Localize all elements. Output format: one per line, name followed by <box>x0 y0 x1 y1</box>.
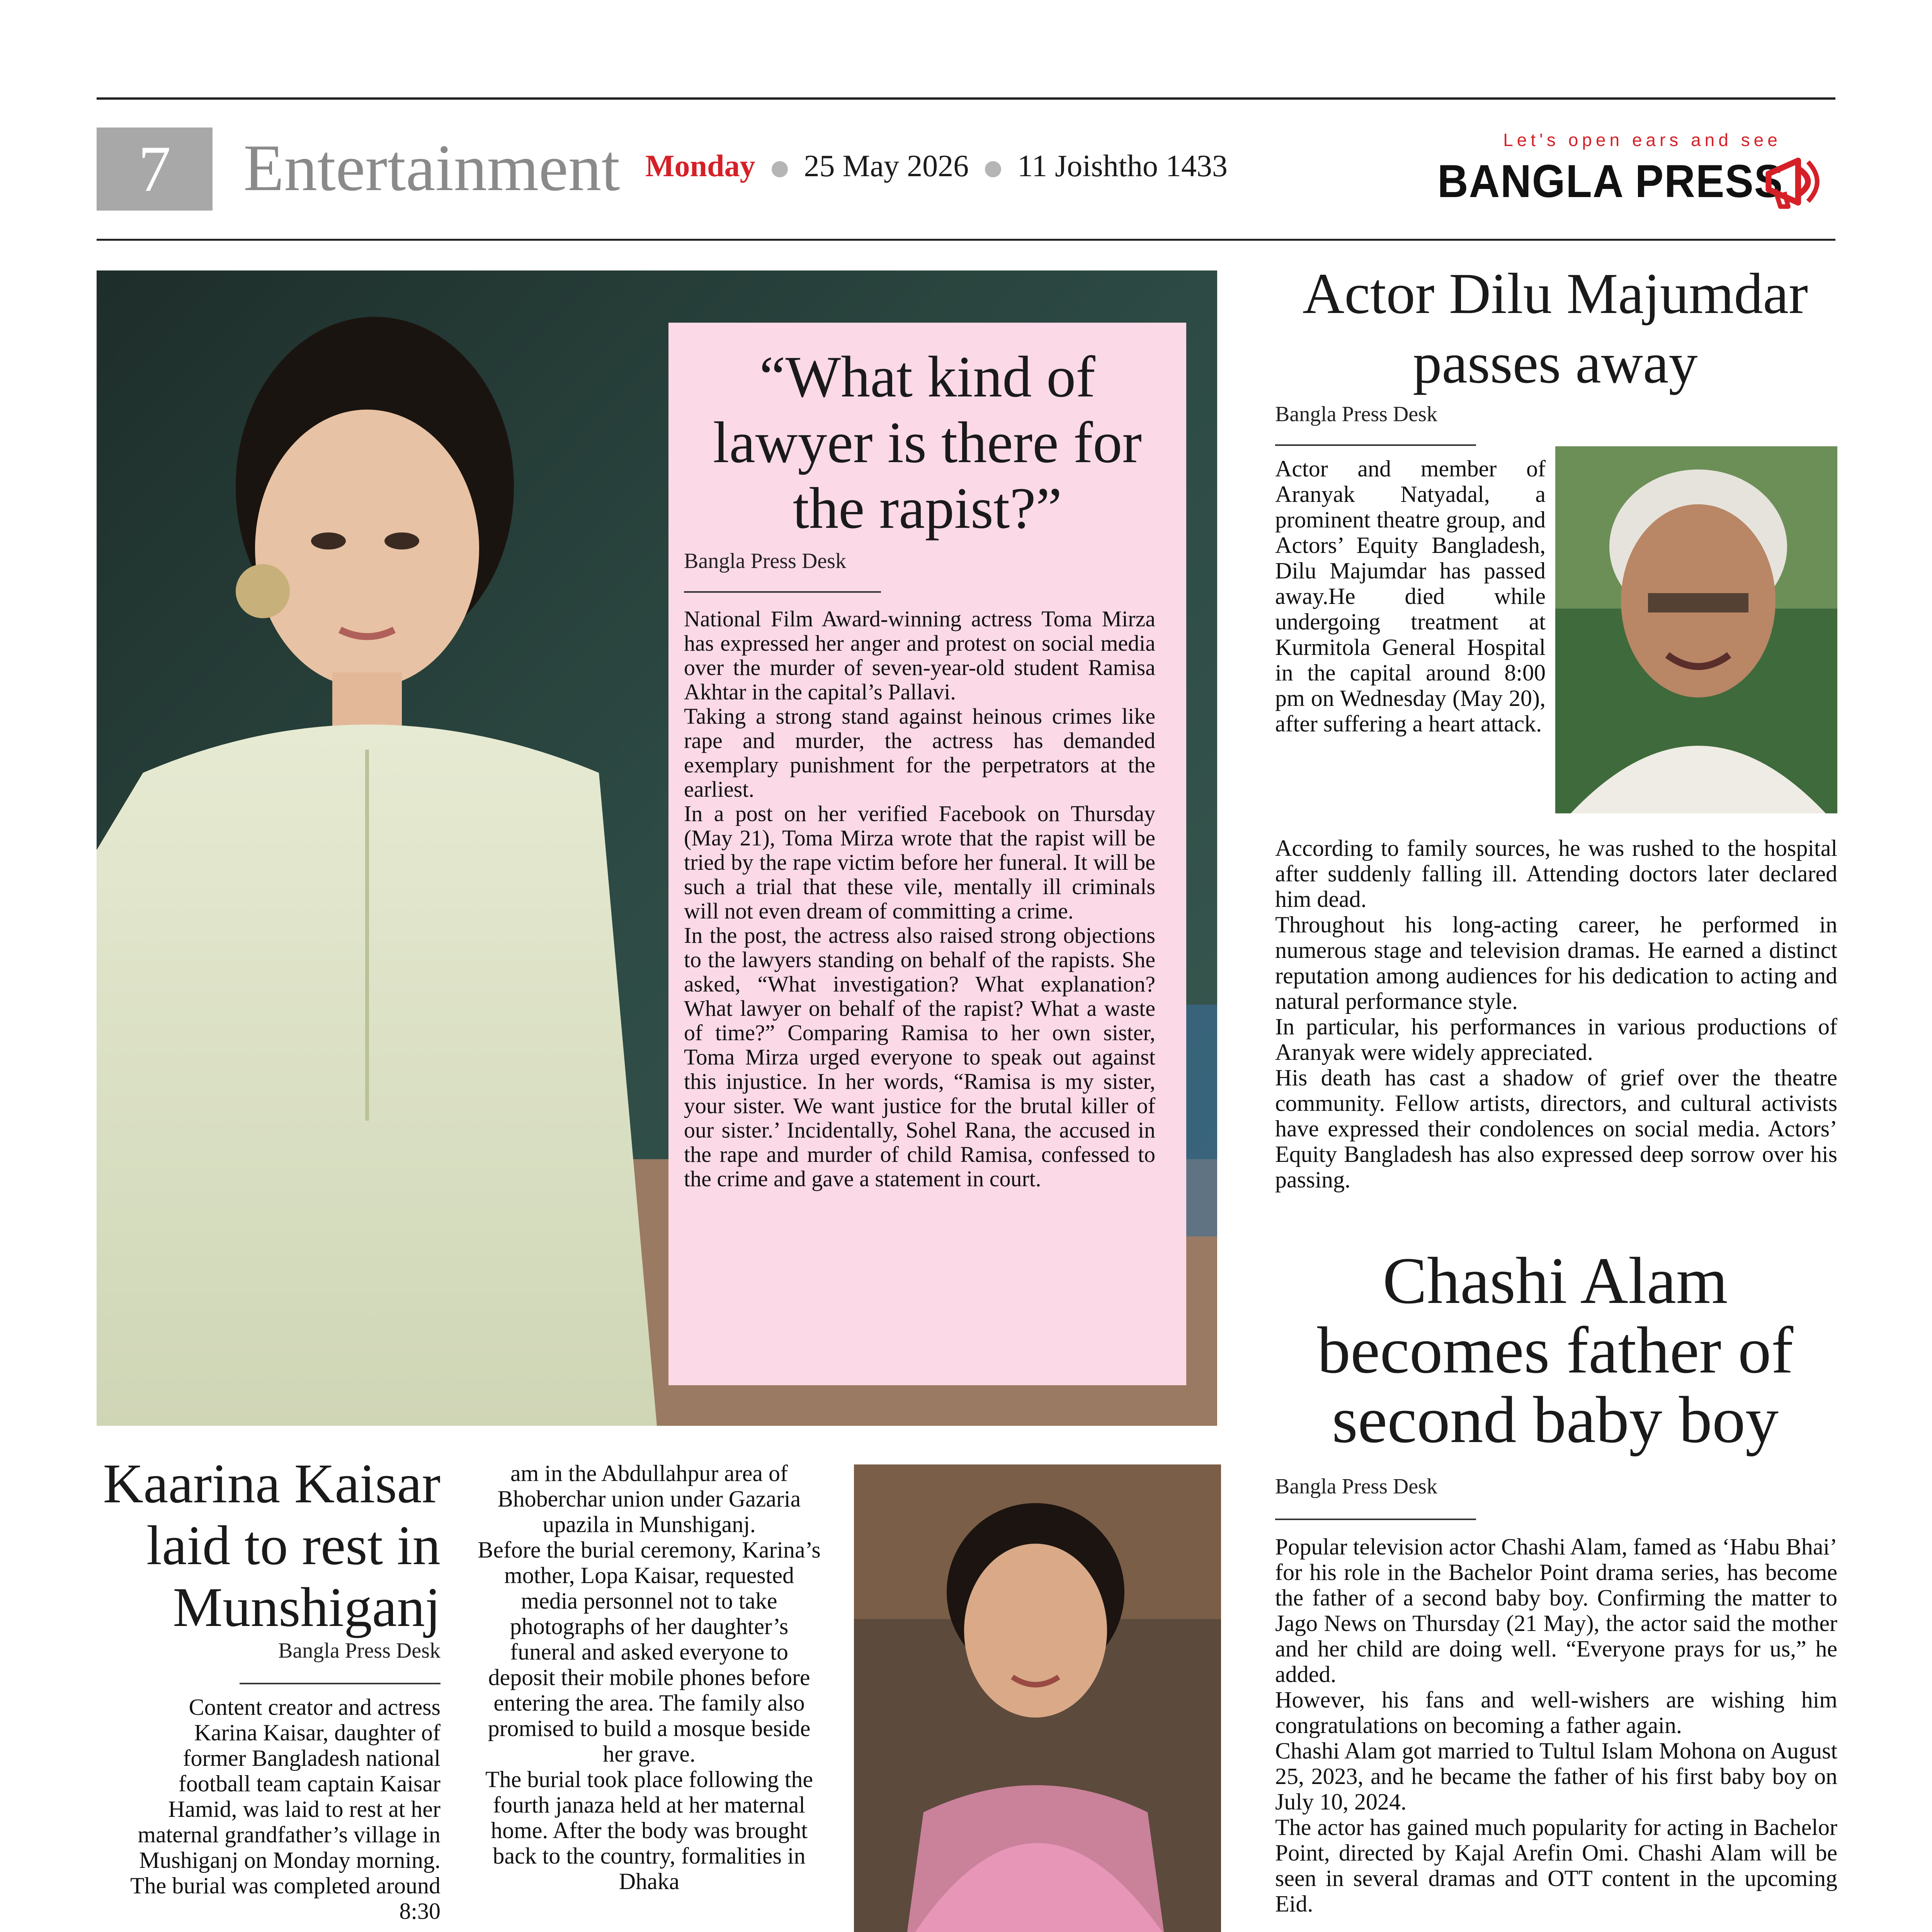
toma-paragraph: Taking a strong stand against heinous crimes like rape and murder, the actress has demanded exemplary punishment for the perpetrators at the earliest. <box>684 704 1155 802</box>
brand-tagline: Let's open ears and see <box>1503 130 1781 150</box>
karina-kaisar-photo <box>854 1464 1221 1932</box>
chashi-paragraph: Chashi Alam got married to Tultul Islam Mohona on August 25, 2023, and he became the father of his first baby boy on July 10, 2024. <box>1275 1738 1837 1815</box>
date-bangla: 11 Joishtho 1433 <box>1017 149 1228 183</box>
dilu-byline: Bangla Press Desk <box>1275 402 1437 426</box>
date-line <box>645 147 1228 185</box>
dilu-paragraph: According to family sources, he was rushed to the hospital after suddenly falling ill. Attending doctors later declared him dead. <box>1275 835 1837 912</box>
page-number: 7 <box>138 133 171 205</box>
chashi-paragraph: Popular television actor Chashi Alam, famed as ‘Habu Bhai’ for his role in the Bachelor Point drama series, has become the father of a second baby boy. Confirming the matter to Jago News on Thursday (21 May), the actor said the mother and her child are doing well. “Everyone prays for us,” he added. <box>1275 1534 1837 1687</box>
toma-paragraph: In a post on her verified Facebook on Thursday (May 21), Toma Mirza wrote that the rapist will be tried by the rape victim before her funeral. It will be such a trial that these vile, mentally ill criminals will not even dream of committing a crime. <box>684 801 1155 923</box>
chashi-paragraph: The actor has gained much popularity for acting in Bachelor Point, directed by Kajal Arefin Omi. Chashi Alam will be seen in several dramas and OTT content in the upcoming Eid. <box>1275 1815 1837 1917</box>
toma-article-body <box>684 607 1155 1191</box>
brand-megaphone-icon <box>1762 149 1828 214</box>
dilu-paragraph: His death has cast a shadow of grief over the theatre community. Fellow artists, directors, and cultural activists have expressed their condolences on social media. Actors’ Equity Bangladesh has also expressed deep sorrow over his passing. <box>1275 1065 1837 1192</box>
brand-logo: BANGLA PRESS <box>1437 155 1784 207</box>
karina-column-1: Content creator and actress Karina Kaisar, daughter of former Bangladesh national football team captain Kaisar Hamid, was laid to rest at her maternal grandfather’s village in Mushiganj on Monday morning. The burial was completed around 8:30 <box>130 1694 440 1924</box>
date-english: 25 May 2026 <box>804 149 969 183</box>
chashi-byline: Bangla Press Desk <box>1275 1475 1437 1498</box>
toma-paragraph: National Film Award-winning actress Toma Mirza has expressed her anger and protest on social media over the murder of seven-year-old student Ramisa Akhtar in the capital’s Pallavi. <box>684 606 1155 704</box>
date-separator-dot <box>985 161 1001 177</box>
toma-paragraph: In the post, the actress also raised strong objections to the lawyers standing on behalf of the rapists. She asked, “What investigation? What explanation? What lawyer on behalf of the rapist? What a waste of time?” Comparing Ramisa to her own sister, Toma Mirza urged everyone to speak out against this injustice. In her words, “Ramisa is my sister, your sister. We want justice for the brutal killer of our sister.’ Incidentally, Sohel Rana, the accused in the rape and murder of child Ramisa, confessed to the crime and gave a statement in court. <box>684 923 1155 1191</box>
karina-paragraph: am in the Abdullahpur area of Bhoberchar union under Gazaria upazila in Munshiganj. <box>497 1461 801 1537</box>
header-bottom-rule <box>97 239 1835 241</box>
chashi-article-body <box>1275 1534 1837 1917</box>
dilu-intro-text: Actor and member of Aranyak Natyadal, a prominent theatre group, and Actors’ Equity Bangladesh, Dilu Majumdar has passed away.He died while undergoing treatment at Kurmitola General Hospital in the capital around 8:00 pm on Wednesday (May 20), after suffering a heart attack. <box>1275 456 1546 736</box>
karina-paragraph: Before the burial ceremony, Karina’s mother, Lopa Kaisar, requested media personnel not to take photographs of her daughter’s funeral and asked everyone to deposit their mobile phones before entering the area. The family also promised to build a mosque beside her grave. <box>478 1537 821 1767</box>
karina-byline: Bangla Press Desk <box>278 1639 440 1663</box>
dilu-byline-rule <box>1275 444 1476 446</box>
chashi-paragraph: However, his fans and well-wishers are wishing him congratulations on becoming a father again. <box>1275 1687 1837 1738</box>
dilu-majumdar-photo <box>1555 446 1837 813</box>
toma-headline: “What kind of lawyer is there for the rapist?” <box>713 344 1142 541</box>
karina-paragraph: The burial took place following the fourth janaza held at her maternal home. After the body was brought back to the country, formalities in Dhaka <box>485 1767 813 1894</box>
date-day: Monday <box>645 149 755 183</box>
toma-byline: Bangla Press Desk <box>684 549 846 573</box>
toma-byline-rule <box>684 591 881 593</box>
chashi-byline-rule <box>1275 1519 1476 1520</box>
karina-headline: Kaarina Kaisar laid to rest in Munshiganj <box>103 1453 440 1638</box>
dilu-headline: Actor Dilu Majumdar passes away <box>1302 262 1808 395</box>
karina-column-2 <box>475 1461 823 1894</box>
section-title: Entertainment <box>243 131 620 205</box>
karina-byline-rule <box>240 1683 440 1684</box>
chashi-headline: Chashi Alam becomes father of second baby boy <box>1317 1244 1794 1457</box>
dilu-article-body <box>1275 835 1837 1192</box>
dilu-paragraph: In particular, his performances in various productions of Aranyak were widely appreciated. <box>1275 1014 1837 1065</box>
date-separator-dot <box>772 161 788 177</box>
dilu-paragraph: Throughout his long-acting career, he performed in numerous stage and television dramas. He earned a distinct reputation among audiences for his dedication to acting and natural performance style. <box>1275 912 1837 1014</box>
header-top-rule <box>97 97 1835 100</box>
